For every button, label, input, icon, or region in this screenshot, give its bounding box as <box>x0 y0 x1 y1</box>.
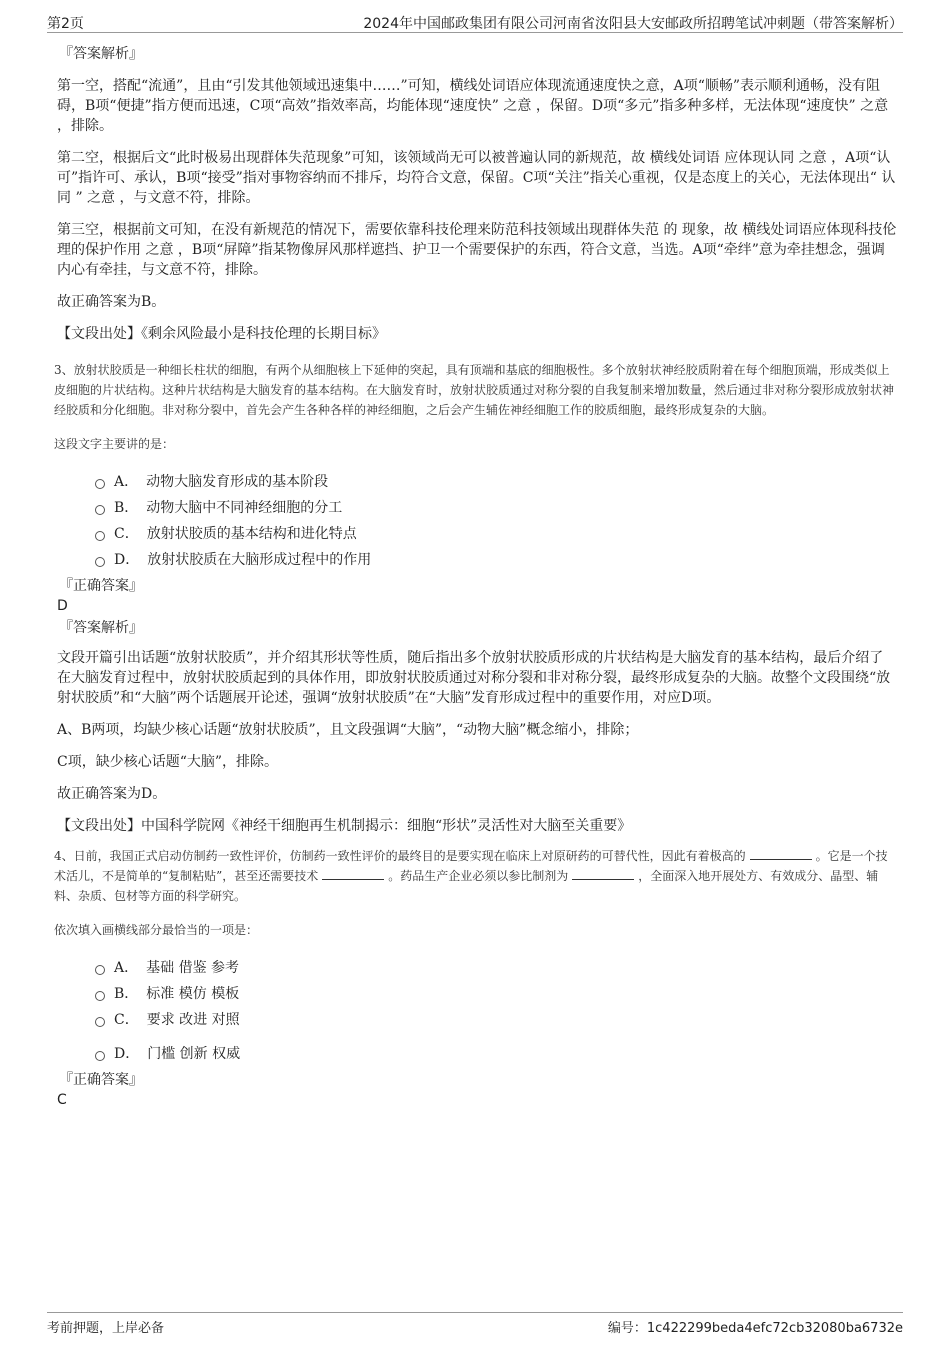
q3-analysis-para-2: A、B两项，均缺少核心话题“放射状胶质”，且文段强调“大脑”，“动物大脑”概念缩小，排除； <box>57 722 639 738</box>
q3-answer-label: 『正确答案』 <box>59 578 143 594</box>
radio-icon[interactable] <box>95 479 105 489</box>
q4-text-part-1: 4、日前，我国正式启动仿制药一致性评价，仿制药一致性评价的最终目的是要实现在临床上对原研药的可替代性，因此有着极高的 <box>54 849 746 863</box>
content <box>54 44 897 1112</box>
radio-icon[interactable] <box>95 991 105 1001</box>
option-text: 放射状胶质在大脑形成过程中的作用 <box>147 552 372 568</box>
radio-icon[interactable] <box>95 1051 105 1061</box>
option-letter: A． <box>114 474 139 490</box>
option-text: 标准 模仿 模板 <box>146 986 240 1002</box>
option-text: 门槛 创新 权威 <box>147 1046 241 1062</box>
q4-question-text <box>54 846 897 906</box>
q3-options <box>95 468 897 572</box>
q3-option-a[interactable] <box>95 468 897 494</box>
q3-option-c[interactable] <box>95 520 897 546</box>
q4-options <box>95 954 897 1066</box>
option-letter: A． <box>114 960 139 976</box>
document-title: 2024年中国邮政集团有限公司河南省汝阳县大安邮政所招聘笔试冲刺题（带答案解析） <box>363 16 903 32</box>
radio-icon[interactable] <box>95 965 105 975</box>
q3-source: 【文段出处】中国科学院网《神经干细胞再生机制揭示：细胞“形状”灵活性对大脑至关重要》 <box>57 818 632 834</box>
q3-analysis-para-3: C项，缺少核心话题“大脑”，排除。 <box>57 754 279 770</box>
q3-answer: D <box>57 598 68 614</box>
q3-analysis-para-1: 文段开篇引出话题“放射状胶质”，并介绍其形状等性质，随后指出多个放射状胶质形成的片状结构是大脑发育的基本结构，最后介绍了在大脑发育过程中，放射状胶质起到的具体作用，即放射状胶质通过对称分裂和非对称分裂，最终形成复杂的大脑。故整个文段围绕“放射状胶质”和“大脑”两个话题展开论述，强调“放射状胶质”在“大脑”发育形成过程中的重要作用，对应D项。 <box>57 650 891 706</box>
option-text: 放射状胶质的基本结构和进化特点 <box>146 526 357 542</box>
q3-analysis-para-4: 故正确答案为D。 <box>57 786 167 802</box>
q2-analysis-para-4: 故正确答案为B。 <box>57 294 166 310</box>
radio-icon[interactable] <box>95 531 105 541</box>
document-id: 编号：1c422299beda4efc72cb32080ba6732e <box>607 1321 903 1336</box>
option-letter: B． <box>114 986 139 1002</box>
q4-option-b[interactable] <box>95 980 897 1006</box>
q3-analysis-label: 『答案解析』 <box>59 620 143 636</box>
q4-text-part-4: ，全面深入地开展处方、有效成分、晶型、辅料、杂质、包材等方面的科学研究。 <box>54 869 879 903</box>
q2-analysis-label: 『答案解析』 <box>59 46 143 62</box>
q2-analysis-para-2: 第二空，根据后文“此时极易出现群体失范现象”可知，该领域尚无可以被普遍认同的新规范，故 横线处词语 应体现认同 之意 ，A项“认可”指许可、承认，B项“接受”指对事物容纳而不排斥，均符合文意，保留。C项“关注”指关心重视，仅是态度上的关心，无法体现出“ 认同 ” 之意 ，与文意不符，排除。 <box>57 150 896 206</box>
q3-question-text: 3、放射状胶质是一种细长柱状的细胞，有两个从细胞核上下延伸的突起，具有顶端和基底的细胞极性。多个放射状神经胶质附着在每个细胞顶端，形成类似上皮细胞的片状结构。这种片状结构是大脑发育的基本结构。在大脑发育时，放射状胶质通过对称分裂的自我复制来增加数量，然后通过非对称分裂形成放射状神经胶质和分化细胞。非对称分裂中，首先会产生各种各样的神经细胞，之后会产生辅佐神经细胞工作的胶质细胞，最终形成复杂的大脑。 <box>54 363 895 417</box>
q4-option-d[interactable] <box>95 1040 897 1066</box>
q2-analysis-para-3: 第三空，根据前文可知，在没有新规范的情况下，需要依靠科技伦理来防范科技领域出现群体失范 的 现象，故 横线处词语应体现科技伦理的保护作用 之意 ，B项“屏障”指某物像屏风那样遮挡、护卫一个需要保护的东西，符合文意，当选。A项“牵绊”意为牵挂想念，强调内心有牵挂，与文意不符，排除。 <box>57 222 897 278</box>
radio-icon[interactable] <box>95 1017 105 1027</box>
page-number: 第2页 <box>47 16 84 32</box>
q4-answer: C <box>57 1092 67 1108</box>
q4-text-part-3: 。药品生产企业必须以参比制剂为 <box>388 869 569 883</box>
blank-3 <box>572 867 634 880</box>
q4-option-a[interactable] <box>95 954 897 980</box>
radio-icon[interactable] <box>95 505 105 515</box>
radio-icon[interactable] <box>95 557 105 567</box>
option-letter: C． <box>114 1012 139 1028</box>
q4-option-c[interactable] <box>95 1006 897 1032</box>
q3-prompt: 这段文字主要讲的是： <box>54 437 175 451</box>
option-text: 基础 借鉴 参考 <box>146 960 240 976</box>
q3-option-b[interactable] <box>95 494 897 520</box>
q2-source: 【文段出处】《剩余风险最小是科技伦理的长期目标》 <box>57 326 386 342</box>
footer-slogan: 考前押题，上岸必备 <box>47 1321 165 1336</box>
q2-analysis-para-1: 第一空，搭配“流通”，且由“引发其他领域迅速集中……”可知，横线处词语应体现流通速度快之意，A项“顺畅”表示顺利通畅，没有阻碍，B项“便捷”指方便而迅速，C项“高效”指效率高，均能体现“速度快” 之意 ，保留。D项“多元”指多种多样，无法体现“速度快” 之意 ，排除。 <box>57 78 889 134</box>
blank-1 <box>750 847 812 860</box>
q4-text-part-2: 。它是一个技术活儿，不是简单的“复制粘贴”，甚至还需要技术 <box>54 849 888 883</box>
q3-option-d[interactable] <box>95 546 897 572</box>
option-text: 要求 改进 对照 <box>146 1012 240 1028</box>
option-letter: C． <box>114 526 139 542</box>
option-text: 动物大脑发育形成的基本阶段 <box>146 474 329 490</box>
page-header <box>47 10 903 33</box>
q4-prompt: 依次填入画横线部分最恰当的一项是： <box>54 923 259 937</box>
blank-2 <box>322 867 384 880</box>
q4-answer-label: 『正确答案』 <box>59 1072 143 1088</box>
option-letter: D． <box>114 1046 140 1062</box>
option-letter: B． <box>114 500 139 516</box>
option-text: 动物大脑中不同神经细胞的分工 <box>146 500 343 516</box>
page-footer <box>47 1312 903 1343</box>
option-letter: D． <box>114 552 140 568</box>
